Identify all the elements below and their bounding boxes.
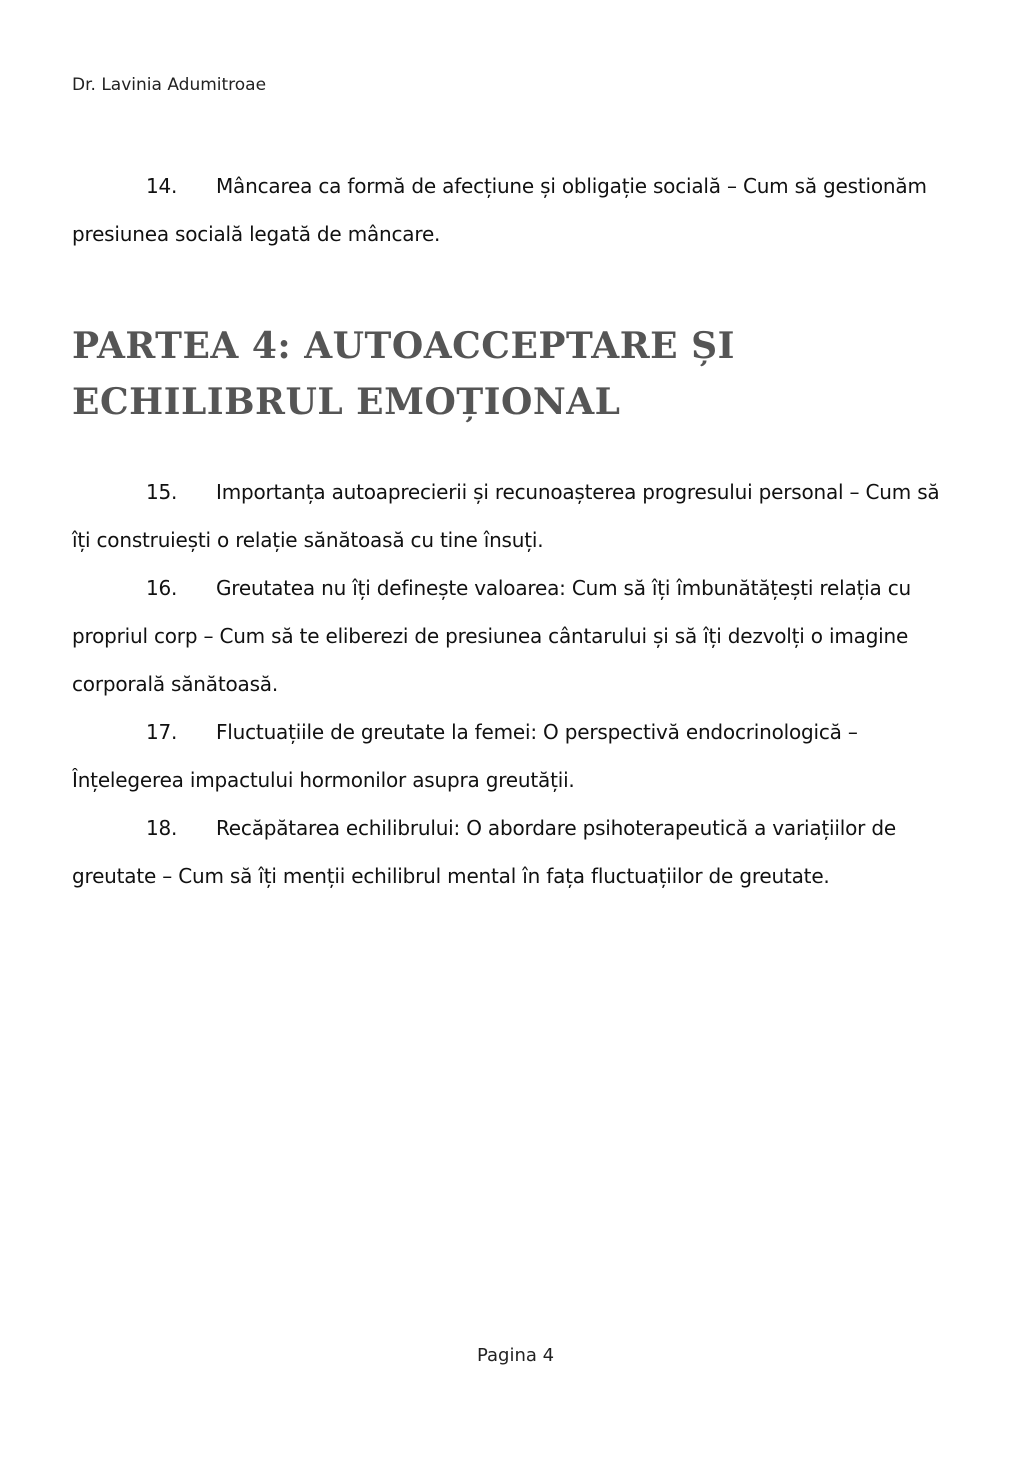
- item-number: 16.: [146, 576, 178, 600]
- item-number: 17.: [146, 720, 178, 744]
- list-item: [72, 468, 952, 564]
- item-list-top: [72, 162, 952, 258]
- list-item: [72, 564, 952, 708]
- list-item: [72, 708, 952, 804]
- list-item: [72, 162, 952, 258]
- item-text: Mâncarea ca formă de afecțiune și obligație socială – Cum să gestionăm presiunea socială legată de mâncare.: [72, 174, 927, 246]
- item-number: 15.: [146, 480, 178, 504]
- item-text: Greutatea nu îți definește valoarea: Cum să îți îmbunătățești relația cu propriul corp – Cum să te eliberezi de presiunea cântarului și să îți dezvolți o imagine corporală sănătoasă.: [72, 576, 911, 696]
- item-number: 18.: [146, 816, 178, 840]
- item-number: 14.: [146, 174, 178, 198]
- section-heading: PARTEA 4: AUTOACCEPTARE ȘI ECHILIBRUL EMOȚIONAL: [72, 325, 735, 423]
- item-text: Fluctuațiile de greutate la femei: O perspectivă endocrinologică – Înțelegerea impactului hormonilor asupra greutății.: [72, 720, 858, 792]
- item-list: [72, 468, 952, 900]
- item-text: Importanța autoaprecierii și recunoașterea progresului personal – Cum să îți construiești o relație sănătoasă cu tine însuți.: [72, 480, 940, 552]
- item-text: Recăpătarea echilibrului: O abordare psihoterapeutică a variațiilor de greutate – Cum să îți menții echilibrul mental în fața fluctuațiilor de greutate.: [72, 816, 896, 888]
- page-header-author: Dr. Lavinia Adumitroae: [72, 75, 267, 95]
- list-item: [72, 804, 952, 900]
- page-number: Pagina 4: [476, 1345, 555, 1366]
